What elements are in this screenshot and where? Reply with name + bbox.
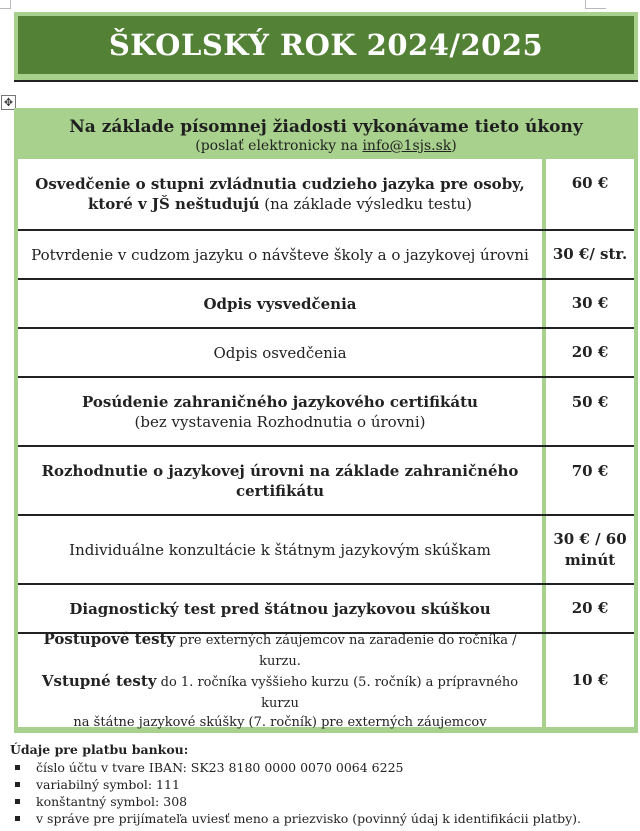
service-price: 50 €: [546, 378, 634, 445]
title-banner: [14, 12, 638, 80]
table-row: [18, 516, 634, 583]
table-move-handle-icon[interactable]: ✥: [1, 95, 16, 110]
table-row: [18, 585, 634, 632]
table-header: [18, 112, 634, 157]
table-row: [18, 231, 634, 278]
list-item: v správe pre prijímateľa uviesť meno a priezvisko (povinný údaj k identifikácii platby).: [10, 810, 630, 827]
payment-list: [10, 759, 630, 827]
banner-divider: [14, 80, 638, 82]
service-description: Odpis vysvedčenia: [18, 280, 542, 327]
payment-title: Údaje pre platbu bankou:: [10, 742, 189, 757]
service-price: 30 €: [546, 280, 634, 327]
service-description: Potvrdenie v cudzom jazyku o návšteve školy a o jazykovej úrovni: [18, 231, 542, 278]
service-description: Odpis osvedčenia: [18, 329, 542, 376]
table-heading: Na základe písomnej žiadosti vykonávame tieto úkony: [69, 117, 583, 137]
service-description: Posúdenie zahraničného jazykového certifikátu (bez vystavenia Rozhodnutia o úrovni): [18, 378, 542, 445]
service-price: 70 €: [546, 447, 634, 514]
services-table: [14, 108, 638, 733]
table-row: [18, 447, 634, 514]
title-banner-fill: [18, 16, 634, 74]
service-description: Diagnostický test pred štátnou jazykovou skúškou: [18, 585, 542, 632]
table-row: [18, 630, 634, 730]
table-row: [18, 280, 634, 327]
table-row: [18, 378, 634, 445]
service-price: 10 €: [546, 634, 634, 727]
service-price: 60 €: [546, 159, 634, 229]
table-subheading: (poslať elektronicky na info@1sjs.sk): [195, 138, 457, 154]
service-price: 30 € / 60 minút: [546, 516, 634, 583]
email-link[interactable]: info@1sjs.sk: [362, 138, 452, 154]
service-description: Individuálne konzultácie k štátnym jazykovým skúškam: [18, 516, 542, 583]
page-corner-mark-left: [0, 0, 11, 9]
list-item: konštantný symbol: 308: [10, 793, 630, 810]
page-title: ŠKOLSKÝ ROK 2024/2025: [108, 28, 544, 62]
payment-info: [10, 741, 630, 827]
service-price: 30 €/ str.: [546, 231, 634, 278]
list-item: variabilný symbol: 111: [10, 776, 630, 793]
service-description: Postupové testy pre externých záujemcov na zaradenie do ročníka / kurzu. Vstupné testy do 1. ročníka vyššieho kurzu (5. ročník) a prípravného kurzu na štátne jazykové skúšky (7. ročník) pre externých záujemcov: [18, 634, 542, 727]
list-item: číslo účtu v tvare IBAN: SK23 8180 0000 0070 0064 6225: [10, 759, 630, 776]
table-row: [18, 159, 634, 229]
service-description: Rozhodnutie o jazykovej úrovni na základe zahraničného certifikátu: [18, 447, 542, 514]
service-description: Osvedčenie o stupni zvládnutia cudzieho jazyka pre osoby, ktoré v JŠ neštudujú (na základe výsledku testu): [18, 159, 542, 229]
table-row: [18, 329, 634, 376]
service-price: 20 €: [546, 329, 634, 376]
page-corner-mark-right: [585, 0, 606, 9]
service-price: 20 €: [546, 585, 634, 632]
